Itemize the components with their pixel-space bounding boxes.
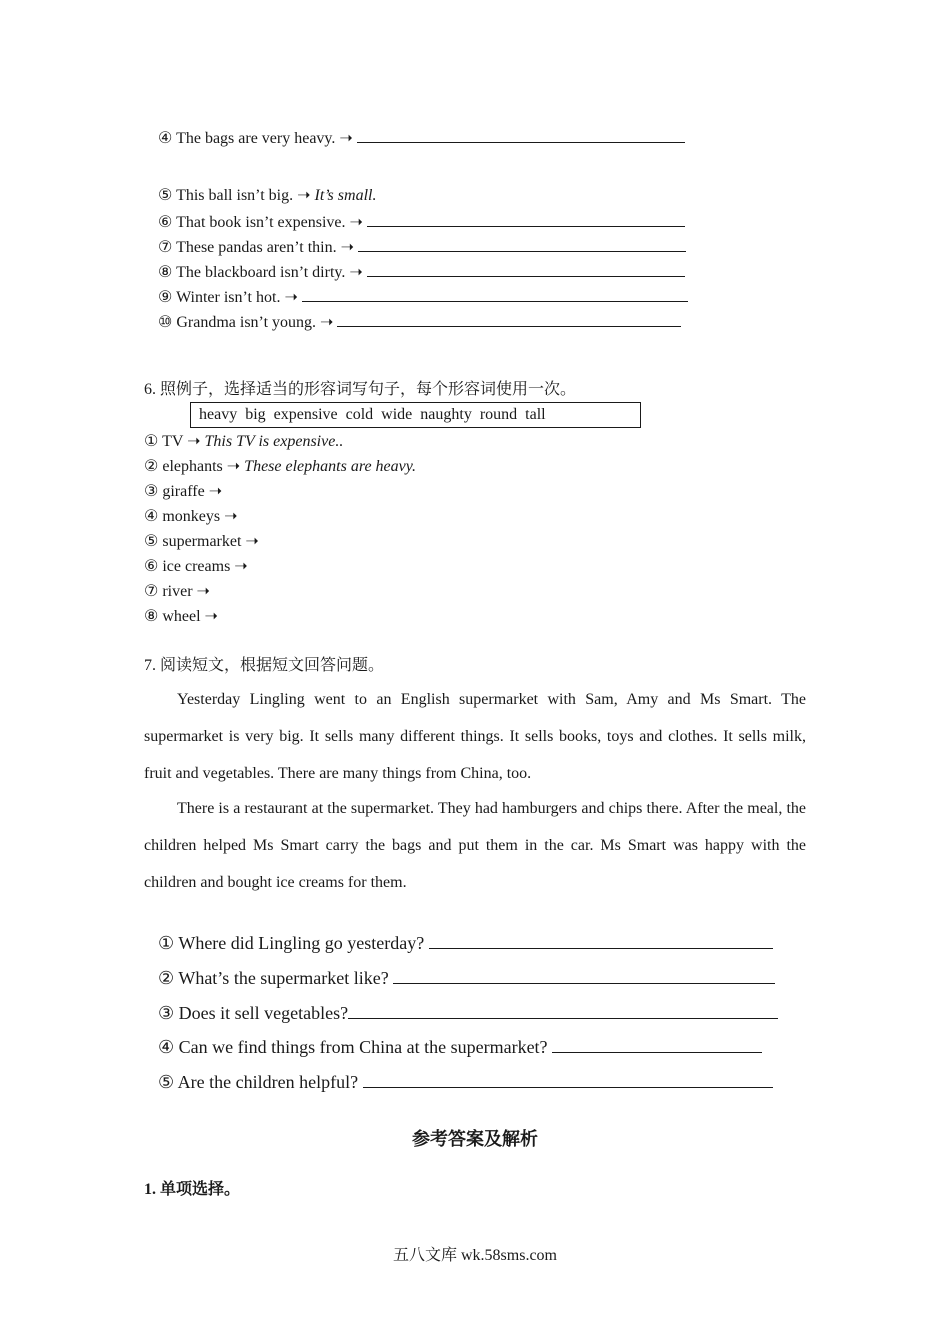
exercise-item: [158, 311, 681, 333]
exercise-item: [158, 127, 685, 149]
item-prompt: The blackboard isn’t dirty. ➝: [176, 264, 367, 281]
item-number: ⑧: [144, 608, 159, 625]
reading-paragraph: Yesterday Lingling went to an English supermarket with Sam, Amy and Ms Smart. The supermarket is very big. It sells many different things. It sells books, toys and clothes. It sells milk, fruit and vegetables. There are many things from China, too.: [144, 691, 806, 782]
answer-blank[interactable]: [358, 236, 686, 252]
section-6-title: 6. 照例子，选择适当的形容词写句子，每个形容词使用一次。: [144, 381, 577, 398]
item-prompt: TV ➝: [162, 433, 205, 450]
item-number: ⑥: [158, 214, 173, 231]
exercise-item: [144, 457, 416, 477]
item-number: ④: [158, 1037, 175, 1057]
item-number: ⑦: [144, 583, 159, 600]
item-prompt: monkeys ➝: [162, 508, 238, 525]
exercise-item: [158, 186, 376, 206]
answer-blank[interactable]: [363, 1070, 773, 1088]
example-answer: It’s small.: [314, 187, 377, 204]
question-item: [158, 1070, 773, 1093]
item-number: ⑨: [158, 289, 173, 306]
item-prompt: supermarket ➝: [162, 533, 259, 550]
exercise-item: [158, 286, 688, 308]
exercise-item: [144, 507, 238, 527]
question-text: What’s the supermarket like?: [178, 968, 394, 988]
item-prompt: This ball isn’t big. ➝: [176, 187, 315, 204]
example-answer: This TV is expensive..: [204, 433, 344, 450]
item-prompt: The bags are very heavy. ➝: [176, 130, 357, 147]
item-number: ⑦: [158, 239, 173, 256]
question-text: Are the children helpful?: [177, 1072, 363, 1092]
item-prompt: Grandma isn’t young. ➝: [176, 314, 338, 331]
answer-blank[interactable]: [357, 127, 685, 143]
item-prompt: Winter isn’t hot. ➝: [176, 289, 302, 306]
exercise-item: [144, 607, 218, 627]
question-text: Does it sell vegetables?: [178, 1003, 349, 1023]
exercise-item: [144, 557, 248, 577]
item-number: ①: [144, 433, 159, 450]
page-footer: 五八文库 wk.58sms.com: [392, 1247, 557, 1264]
item-number: ①: [158, 933, 175, 953]
item-number: ②: [158, 968, 175, 988]
item-number: ⑧: [158, 264, 173, 281]
question-text: Can we find things from China at the supermarket?: [178, 1037, 553, 1057]
answer-blank[interactable]: [367, 261, 685, 277]
section-7-title: 7. 阅读短文，根据短文回答问题。: [144, 657, 385, 674]
item-number: ⑤: [158, 1072, 175, 1092]
item-number: ④: [158, 130, 173, 147]
exercise-item: [144, 532, 259, 552]
item-number: ⑤: [158, 187, 173, 204]
answers-heading: 参考答案及解析: [412, 1129, 538, 1150]
answer-blank[interactable]: [348, 1001, 778, 1019]
answer-blank[interactable]: [302, 286, 688, 302]
exercise-item: [158, 261, 685, 283]
item-number: ⑤: [144, 533, 159, 550]
answer-blank[interactable]: [552, 1035, 762, 1053]
question-item: [158, 1035, 762, 1058]
question-item: [158, 931, 773, 954]
answer-blank[interactable]: [393, 966, 775, 984]
item-prompt: giraffe ➝: [162, 483, 223, 500]
answer-blank[interactable]: [367, 211, 685, 227]
word-bank: heavy big expensive cold wide naughty round tall: [190, 402, 641, 428]
item-prompt: ice creams ➝: [162, 558, 248, 575]
exercise-item: [144, 482, 222, 502]
example-answer: These elephants are heavy.: [244, 458, 416, 475]
exercise-item: [144, 432, 343, 452]
exercise-item: [158, 236, 686, 258]
exercise-item: [158, 211, 685, 233]
answer-blank[interactable]: [337, 311, 681, 327]
item-prompt: elephants ➝: [162, 458, 245, 475]
item-number: ②: [144, 458, 159, 475]
item-number: ⑥: [144, 558, 159, 575]
item-prompt: That book isn’t expensive. ➝: [176, 214, 367, 231]
item-prompt: These pandas aren’t thin. ➝: [176, 239, 359, 256]
item-number: ④: [144, 508, 159, 525]
item-number: ③: [144, 483, 159, 500]
reading-paragraph: There is a restaurant at the supermarket. They had hamburgers and chips there. After the meal, the children helped Ms Smart carry the bags and put them in the car. Ms Smart was happy with the children and bought ice creams for them.: [144, 800, 806, 891]
exercise-item: [144, 582, 210, 602]
question-item: [158, 966, 775, 989]
question-text: Where did Lingling go yesterday?: [178, 933, 429, 953]
item-prompt: wheel ➝: [162, 608, 218, 625]
answers-section-1-title: 1. 单项选择。: [144, 1181, 241, 1198]
answer-blank[interactable]: [429, 931, 773, 949]
item-prompt: river ➝: [162, 583, 210, 600]
item-number: ⑩: [158, 314, 173, 331]
item-number: ③: [158, 1003, 175, 1023]
question-item: [158, 1001, 778, 1024]
